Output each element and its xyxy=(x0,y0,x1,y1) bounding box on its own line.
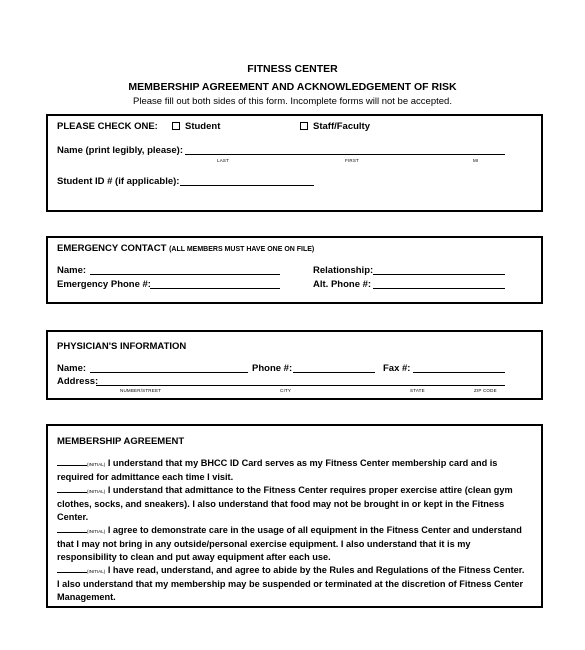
mi-caption: MI xyxy=(473,158,479,163)
form-header xyxy=(0,62,585,109)
initial-caption-2: (INITIAL) xyxy=(87,489,106,494)
relationship-input-line[interactable] xyxy=(373,274,505,275)
emergency-name-input-line[interactable] xyxy=(90,274,280,275)
initial-caption-1: (INITIAL) xyxy=(87,462,106,467)
alt-phone-label: Alt. Phone #: xyxy=(313,279,372,290)
staff-faculty-checkbox[interactable] xyxy=(300,122,308,130)
form-instructions: Please fill out both sides of this form. Incomplete forms will not be accepted. xyxy=(133,96,452,107)
first-caption: FIRST xyxy=(345,158,359,163)
clause-2-text: I understand that admittance to the Fitness Center requires proper exercise attire (clean gym clothes, socks, and sneakers). I also understand that food may not be brought in or kept in the Fitness Center. xyxy=(57,485,513,522)
clause-4-text: I have read, understand, and agree to abide by the Rules and Regulations of the Fitness Center. I also understand that my membership may be suspended or terminated at the discretion of Fitness Center Management. xyxy=(57,565,525,602)
emergency-name-label: Name: xyxy=(57,265,87,276)
initial-blank-1[interactable] xyxy=(57,457,87,466)
agreement-clause-4 xyxy=(57,564,527,604)
physician-fax-label: Fax #: xyxy=(383,363,411,374)
physician-name-input-line[interactable] xyxy=(90,372,248,373)
last-caption: LAST xyxy=(217,158,230,163)
zip-code-caption: ZIP CODE xyxy=(474,388,497,393)
physician-address-label: Address: xyxy=(57,376,99,387)
number-street-caption: NUMBER/STREET xyxy=(120,388,162,393)
student-id-input-line[interactable] xyxy=(180,185,314,186)
emergency-contact-heading: EMERGENCY CONTACT xyxy=(57,243,167,254)
name-input-line[interactable] xyxy=(185,154,505,155)
clause-3-text: I agree to demonstrate care in the usage of all equipment in the Fitness Center and understand that I may not bring in any outside/personal exercise equipment. I also understand that it is my responsibility to clean and put away equipment after each use. xyxy=(57,525,522,562)
student-id-label: Student ID # (if applicable): xyxy=(57,176,180,187)
emergency-phone-input-line[interactable] xyxy=(150,288,280,289)
emergency-contact-note: (ALL MEMBERS MUST HAVE ONE ON FILE) xyxy=(169,246,315,253)
staff-faculty-label: Staff/Faculty xyxy=(313,121,371,132)
initial-caption-4: (INITIAL) xyxy=(87,569,106,574)
student-label: Student xyxy=(185,121,221,132)
name-label: Name (print legibly, please): xyxy=(57,145,183,156)
city-caption: CITY xyxy=(280,388,292,393)
form-subtitle: MEMBERSHIP AGREEMENT AND ACKNOWLEDGEMENT OF RISK xyxy=(128,81,457,93)
alt-phone-input-line[interactable] xyxy=(373,288,505,289)
initial-blank-4[interactable] xyxy=(57,564,87,573)
state-caption: STATE xyxy=(410,388,425,393)
initial-caption-3: (INITIAL) xyxy=(87,529,106,534)
agreement-clause-1 xyxy=(57,457,527,484)
physician-phone-label: Phone #: xyxy=(252,363,293,374)
agreement-clause-3 xyxy=(57,524,527,564)
initial-blank-3[interactable] xyxy=(57,524,87,533)
clause-1-text: I understand that my BHCC ID Card serves as my Fitness Center membership card and is required for admittance each time I visit. xyxy=(57,458,498,482)
physician-fax-input-line[interactable] xyxy=(413,372,505,373)
student-checkbox[interactable] xyxy=(172,122,180,130)
emergency-phone-label: Emergency Phone #: xyxy=(57,279,151,290)
physician-address-input-line[interactable] xyxy=(96,385,505,386)
initial-blank-2[interactable] xyxy=(57,484,87,493)
relationship-label: Relationship: xyxy=(313,265,374,276)
check-one-label: PLEASE CHECK ONE: xyxy=(57,121,158,132)
physician-info-title: PHYSICIAN'S INFORMATION xyxy=(57,341,187,352)
emergency-contact-title xyxy=(57,243,314,256)
agreement-clause-2 xyxy=(57,484,527,524)
membership-agreement-title: MEMBERSHIP AGREEMENT xyxy=(57,436,185,447)
agreement-clauses xyxy=(57,457,527,604)
form-title: FITNESS CENTER xyxy=(247,63,338,75)
physician-name-label: Name: xyxy=(57,363,87,374)
physician-phone-input-line[interactable] xyxy=(293,372,375,373)
